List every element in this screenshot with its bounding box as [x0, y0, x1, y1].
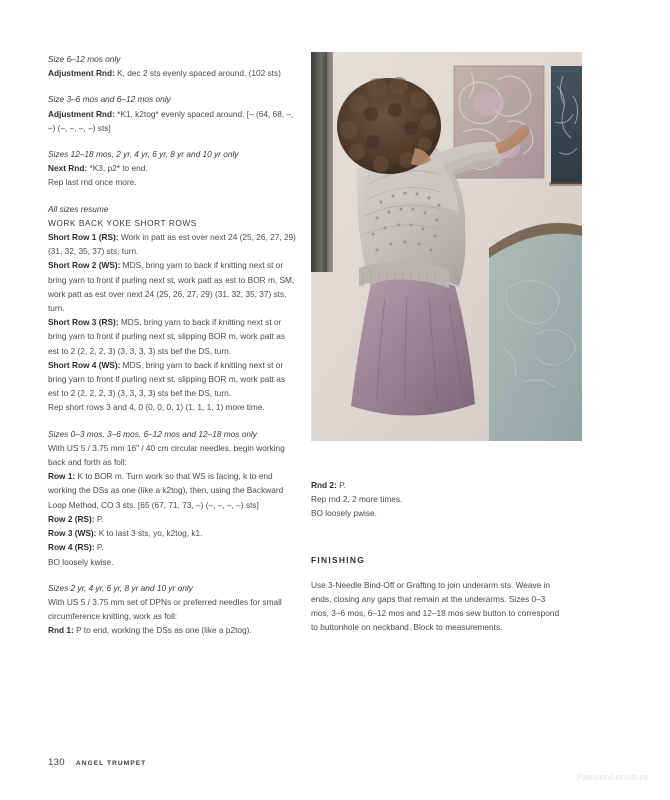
instruction-line: [48, 540, 298, 554]
instruction-text: *K3, p2* to end.: [87, 163, 148, 174]
size-heading: Sizes 12–18 mos, 2 yr, 4 yr, 6 yr, 8 yr and 10 yr only: [48, 149, 239, 160]
project-photograph: [311, 52, 582, 441]
instruction-label: Adjustment Rnd:: [48, 68, 115, 79]
instruction-block-sizes-0-3-to-12-18: [48, 427, 298, 569]
instruction-text: P.: [94, 513, 104, 524]
section-heading: WORK BACK YOKE SHORT ROWS: [48, 217, 197, 228]
instruction-label: Short Row 4 (WS):: [48, 359, 121, 370]
right-text-column: [311, 478, 563, 634]
instruction-line: [48, 526, 298, 540]
instruction-label: Rnd 1:: [48, 625, 74, 636]
instruction-label: Next Rnd:: [48, 163, 88, 174]
instruction-label: Row 2 (RS):: [48, 513, 95, 524]
finishing-heading: FINISHING: [311, 554, 366, 565]
instruction-text: *K1, k2tog* evenly spaced around. [– (64, 68, –, –) (–, –, –, –) sts]: [48, 108, 294, 133]
instruction-label: Short Row 1 (RS):: [48, 232, 119, 243]
instruction-line: Rep short rows 3 and 4, 0 (0, 0, 0, 1) (1, 1, 1, 1) more time.: [48, 402, 265, 413]
size-heading: Sizes 2 yr, 4 yr, 6 yr, 8 yr and 10 yr only: [48, 582, 193, 593]
instruction-block-all-sizes-resume: [48, 202, 298, 415]
instruction-block-size-3-6-and-6-12: [48, 92, 298, 135]
site-watermark: PassionForum.ru: [576, 772, 648, 782]
instruction-line: BO loosely kwise.: [48, 556, 114, 567]
instruction-text: K to last 3 sts, yo, k2tog, k1.: [96, 528, 203, 539]
instruction-block-sizes-2yr-to-10yr: [48, 581, 298, 638]
instruction-label: Adjustment Rnd:: [48, 108, 115, 119]
instruction-line: [48, 623, 298, 637]
instruction-text: MDS, bring yarn to back if knitting next st or bring yarn to front if purling next st, slipping BOR m, work patt as est to 2 (2, 2, 2, 3) (3, 3, 3, 3) sts bef the DS, turn.: [48, 317, 286, 356]
finishing-section: [311, 553, 563, 635]
instruction-label: Rnd 2:: [311, 480, 337, 490]
page-number: 130: [48, 757, 65, 768]
instruction-text: K to BOR m. Turn work so that WS is facing, k to end working the DSs as one (like a k2tog), then, using the Backward Loop Method, CO 3 sts. [65 (67, 71, 73, –) (–, –, –, –) sts]: [48, 471, 284, 510]
instruction-line: Rep rnd 2, 2 more times.: [311, 494, 403, 505]
size-heading: Size 3–6 mos and 6–12 mos only: [48, 94, 171, 105]
instruction-label: Short Row 3 (RS):: [48, 317, 119, 328]
section-spacer: [311, 533, 563, 553]
instruction-text: K, dec 2 sts evenly spaced around. (102 sts): [114, 68, 281, 79]
instruction-line: [48, 358, 298, 401]
page-footer: [48, 757, 146, 768]
left-text-column: [48, 52, 298, 638]
instruction-text: P.: [94, 542, 104, 553]
instruction-label: Row 4 (RS):: [48, 542, 95, 553]
size-heading: Sizes 0–3 mos, 3–6 mos, 6–12 mos and 12–18 mos only: [48, 428, 257, 439]
running-head-title: ANGEL TRUMPET: [75, 760, 147, 767]
instruction-line: With US 5 / 3.75 mm set of DPNs or preferred needles for small circumference knitting, work as foll:: [48, 596, 282, 622]
instruction-line: [48, 469, 298, 512]
instruction-line: With US 5 / 3.75 mm 16" / 40 cm circular needles, begin working back and forth as foll:: [48, 442, 285, 468]
wall-art-dark: [551, 66, 582, 184]
finishing-text: Use 3-Needle Bind-Off or Grafting to join underarm sts. Weave in ends, closing any gaps that remain at the underarms. Sizes 0–3 mos, 3–6 mos, 6–12 mos and 12–18 mos sew button to correspond to buttonhole on neckband. Block to measurements.: [311, 579, 560, 633]
instruction-block-sizes-12-18-to-10yr: [48, 147, 298, 190]
instruction-line: [48, 107, 298, 135]
size-heading: All sizes resume: [48, 203, 109, 214]
instruction-label: Row 3 (WS):: [48, 528, 97, 539]
instruction-text: MDS, bring yarn to back if knitting next st or bring yarn to front if purling next st, slipping BOR m, work patt as est to 2 (2, 2, 2, 3) (3, 3, 3, 3) sts bef the DS, turn.: [48, 359, 286, 399]
instruction-block-size-6-12: [48, 52, 298, 80]
photo-illustration: [311, 52, 582, 441]
instruction-line: [48, 66, 298, 80]
instruction-line: BO loosely pwise.: [311, 508, 377, 519]
instruction-line: [48, 230, 298, 258]
instruction-label: Row 1:: [48, 471, 76, 482]
instruction-line: [48, 161, 298, 175]
chair-back: [489, 223, 582, 441]
instruction-line: [48, 512, 298, 526]
instruction-line: [311, 478, 563, 492]
instruction-text: P.: [336, 480, 346, 490]
instruction-text: Work in patt as est over next 24 (25, 26, 27, 29) (31, 32, 35, 37) sts, turn.: [48, 232, 296, 257]
instruction-label: Short Row 2 (WS):: [48, 260, 121, 271]
size-heading: Size 6–12 mos only: [48, 54, 121, 64]
instruction-text: P to end, working the DSs as one (like a p2tog).: [73, 625, 252, 636]
instruction-block-rnd-2: [311, 478, 563, 521]
instruction-line: [48, 258, 298, 315]
skirt: [351, 277, 475, 415]
instruction-line: Rep last rnd once more.: [48, 177, 137, 188]
instruction-line: [48, 315, 298, 358]
instruction-text: MDS, bring yarn to back if knitting next st or bring yarn to front if purling next st, work patt as est to BOR m, SM, work patt as est over next 24 (25, 26, 27, 29) (31, 32, 35, 37) sts, turn.: [48, 260, 295, 314]
